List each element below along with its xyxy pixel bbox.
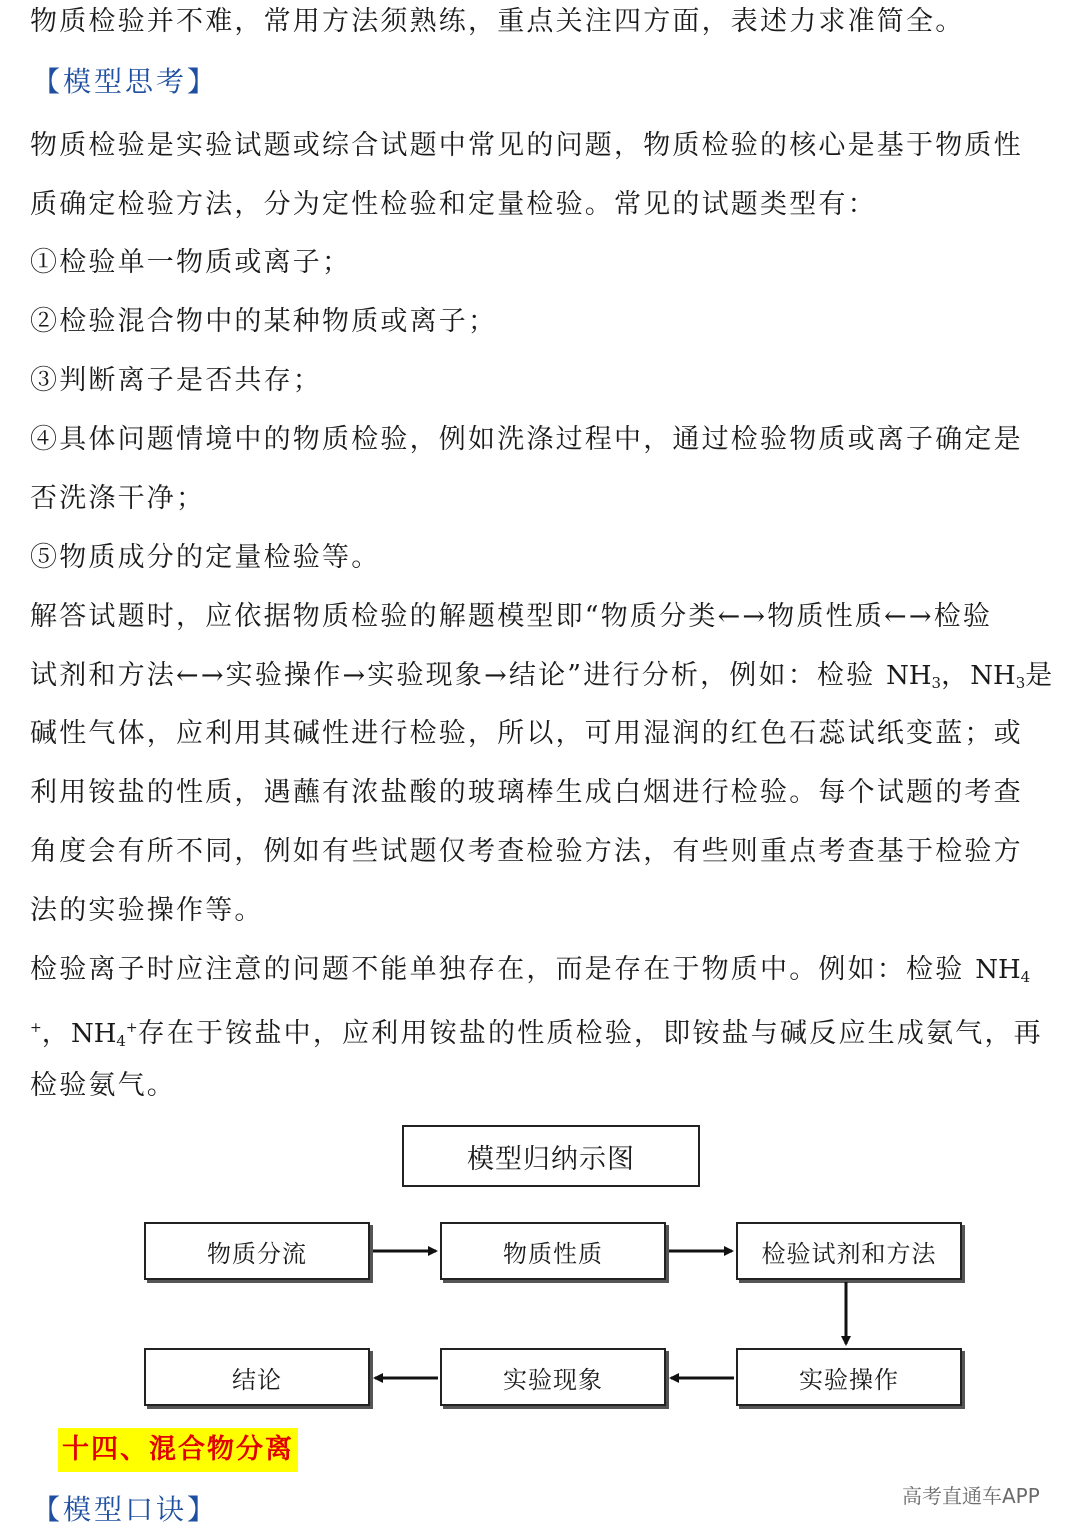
intro-line: 物质检验并不难，常用方法须熟练，重点关注四方面，表述力求准简全。 xyxy=(30,6,965,37)
paragraph-line: 法的实验操作等。 xyxy=(30,895,264,926)
section-heading-model-mnemonic: 【模型口诀】 xyxy=(32,1493,219,1526)
watermark: 高考直通车APP xyxy=(902,1484,1040,1508)
flow-box-substance-classification: 物质分流 xyxy=(144,1222,370,1280)
list-item: ④具体问题情境中的物质检验，例如洗涤过程中，通过检验物质或离子确定是 xyxy=(30,424,1023,455)
paragraph-line: 检验离子时应注意的问题不能单独存在，而是存在于物质中。例如：检验 $NH_4$ xyxy=(30,954,1031,986)
paragraph-line: 质确定检验方法，分为定性检验和定量检验。常见的试题类型有： xyxy=(30,189,877,220)
diagram-title: 模型归纳示图 xyxy=(402,1125,700,1187)
paragraph-line: 解答试题时，应依据物质检验的解题模型即“物质分类←→物质性质←→检验 xyxy=(30,601,993,632)
paragraph-line: 检验氨气。 xyxy=(30,1070,176,1101)
section-heading-14: 十四、混合物分离 xyxy=(58,1428,298,1472)
chem-formula-nh4: $NH_4$ xyxy=(975,955,1031,986)
flow-box-reagents-methods: 检验试剂和方法 xyxy=(736,1222,962,1280)
paragraph-line: 碱性气体，应利用其碱性进行检验，所以，可用湿润的红色石蕊试纸变蓝；或 xyxy=(30,718,1023,749)
text-span: 试剂和方法←→实验操作→实验现象→结论”进行分析，例如：检验 xyxy=(30,660,887,691)
chem-formula-nh4-plus: $NH_4^+$ xyxy=(70,1019,138,1050)
paragraph-line: 试剂和方法←→实验操作→实验现象→结论”进行分析，例如：检验 $NH_3$，$NH_3$是 xyxy=(30,660,1055,692)
list-item: ⑤物质成分的定量检验等。 xyxy=(30,542,381,573)
paragraph-line: 利用铵盐的性质，遇蘸有浓盐酸的玻璃棒生成白烟进行检验。每个试题的考查 xyxy=(30,777,1023,808)
list-item-continued: 否洗涤干净； xyxy=(30,483,206,514)
list-item: ③判断离子是否共存； xyxy=(30,365,322,396)
paragraph-line: 角度会有所不同，例如有些试题仅考查检验方法，有些则重点考查基于检验方 xyxy=(30,836,1023,867)
flow-box-operation: 实验操作 xyxy=(736,1348,962,1406)
paragraph-line: 物质检验是实验试题或综合试题中常见的问题，物质检验的核心是基于物质性 xyxy=(30,130,1023,161)
list-item: ①检验单一物质或离子； xyxy=(30,247,352,278)
paragraph-line: +，$NH_4^+$存在于铵盐中，应利用铵盐的性质检验，即铵盐与碱反应生成氨气，再 xyxy=(30,1018,1043,1050)
flow-box-conclusion: 结论 xyxy=(144,1348,370,1406)
list-item: ②检验混合物中的某种物质或离子； xyxy=(30,306,498,337)
section-heading-model-thinking: 【模型思考】 xyxy=(32,65,219,98)
flow-box-substance-properties: 物质性质 xyxy=(440,1222,666,1280)
flow-box-phenomenon: 实验现象 xyxy=(440,1348,666,1406)
chem-formula-nh3: $NH_3$ xyxy=(970,661,1026,692)
chem-formula-nh3: $NH_3$ xyxy=(886,661,942,692)
